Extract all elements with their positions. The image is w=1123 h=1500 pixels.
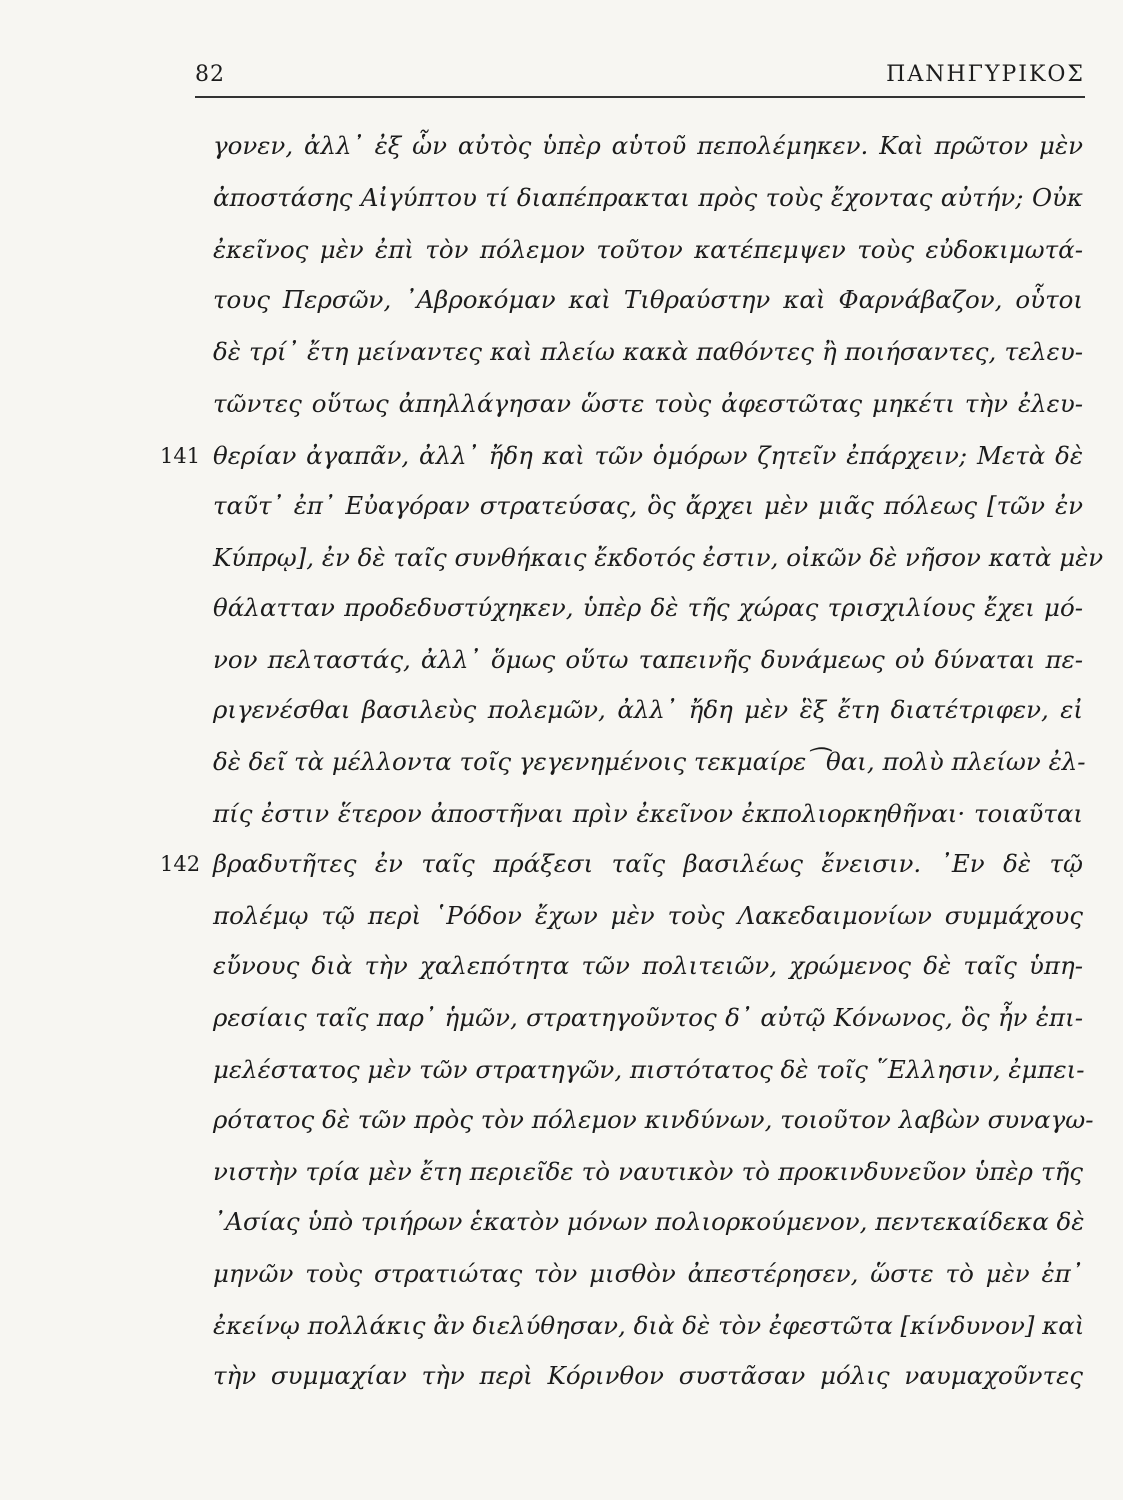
text-line: Κύπρῳ], ἐν δὲ ταῖς συνθήκαις ἔκδοτός ἐστιν, οἰκῶν δὲ νῆσον κατὰ μὲν [213, 543, 1104, 572]
text-line: ἀποστάσης Αἰγύπτου τί διαπέπρακται πρὸς τοὺς ἔχοντας αὐτήν; Οὐκ [213, 183, 1083, 212]
running-head: ΠΑΝΗΓΥΡΙΚΟΣ [886, 62, 1085, 87]
text-line: τὴν συμμαχίαν τὴν περὶ Κόρινθον συστᾶσαν μόλις ναυμαχοῦντες [213, 1361, 1083, 1390]
text-line: εὔνους διὰ τὴν χαλεπότητα τῶν πολιτειῶν, χρώμενος δὲ ταῖς ὑπη- [213, 951, 1083, 980]
text-line: δὲ δεῖ τὰ μέλλοντα τοῖς γεγενημένοις τεκμαίρε⁀θαι, πολὺ πλείων ἐλ- [213, 747, 1086, 776]
text-line: βραδυτῆτες ἐν ταῖς πράξεσι ταῖς βασιλέως ἔνεισιν. ᾽Εν δὲ τῷ [213, 849, 1083, 878]
text-line: θερίαν ἀγαπᾶν, ἀλλ᾽ ἤδη καὶ τῶν ὁμόρων ζητεῖν ἐπάρχειν; Μετὰ δὲ [213, 441, 1083, 470]
text-line: τους Περσῶν, ᾽Αβροκόμαν καὶ Τιθραύστην καὶ Φαρνάβαζον, οὗτοι [213, 285, 1083, 314]
header-rule [195, 96, 1085, 98]
text-line: ἐκείνῳ πολλάκις ἂν διελύθησαν, διὰ δὲ τὸν ἐφεστῶτα [κίνδυνον] καὶ [213, 1311, 1085, 1340]
section-marker-142: 142 [160, 852, 201, 876]
text-line: γονεν, ἀλλ᾽ ἐξ ὧν αὐτὸς ὑπὲρ αὑτοῦ πεπολέμηκεν. Καὶ πρῶτον μὲν [213, 131, 1083, 160]
text-line: μελέστατος μὲν τῶν στρατηγῶν, πιστότατος δὲ τοῖς ῞Ελλησιν, ἐμπει- [213, 1055, 1085, 1084]
text-line: ἐκεῖνος μὲν ἐπὶ τὸν πόλεμον τοῦτον κατέπεμψεν τοὺς εὐδοκιμωτά- [213, 235, 1083, 264]
text-line: δὲ τρί᾽ ἔτη μείναντες καὶ πλείω κακὰ παθόντες ἢ ποιήσαντες, τελευ- [213, 337, 1083, 366]
text-line: ρεσίαις ταῖς παρ᾽ ἡμῶν, στρατηγοῦντος δ᾽ αὐτῷ Κόνωνος, ὃς ἦν ἐπι- [213, 1003, 1083, 1032]
text-line: τῶντες οὕτως ἀπηλλάγησαν ὥστε τοὺς ἀφεστῶτας μηκέτι τὴν ἐλευ- [213, 389, 1083, 418]
text-line: μηνῶν τοὺς στρατιώτας τὸν μισθὸν ἀπεστέρησεν, ὥστε τὸ μὲν ἐπ᾽ [213, 1259, 1083, 1288]
text-line: πίς ἐστιν ἕτερον ἀποστῆναι πρὶν ἐκεῖνον ἐκπολιορκηθῆναι· τοιαῦται [213, 799, 1083, 828]
text-line: ριγενέσθαι βασιλεὺς πολεμῶν, ἀλλ᾽ ἤδη μὲν ἓξ ἔτη διατέτριφεν, εἰ [213, 695, 1083, 724]
text-line: ᾽Ασίας ὑπὸ τριήρων ἑκατὸν μόνων πολιορκούμενον, πεντεκαίδεκα δὲ [213, 1207, 1085, 1236]
section-marker-141: 141 [160, 444, 201, 468]
text-line: θάλατταν προδεδυστύχηκεν, ὑπὲρ δὲ τῆς χώρας τρισχιλίους ἔχει μό- [213, 593, 1083, 622]
text-line: ρότατος δὲ τῶν πρὸς τὸν πόλεμον κινδύνων, τοιοῦτον λαβὼν συναγω- [213, 1105, 1094, 1134]
text-line: νιστὴν τρία μὲν ἔτη περιεῖδε τὸ ναυτικὸν τὸ προκινδυνεῦον ὑπὲρ τῆς [213, 1157, 1083, 1186]
text-line: ταῦτ᾽ ἐπ᾽ Εὐαγόραν στρατεύσας, ὃς ἄρχει μὲν μιᾶς πόλεως [τῶν ἐν [213, 491, 1083, 520]
page-number: 82 [195, 62, 225, 87]
text-line: νον πελταστάς, ἀλλ᾽ ὅμως οὕτω ταπεινῆς δυνάμεως οὐ δύναται πε- [213, 645, 1083, 674]
text-line: πολέμῳ τῷ περὶ ῾Ρόδον ἔχων μὲν τοὺς Λακεδαιμονίων συμμάχους [213, 901, 1083, 930]
